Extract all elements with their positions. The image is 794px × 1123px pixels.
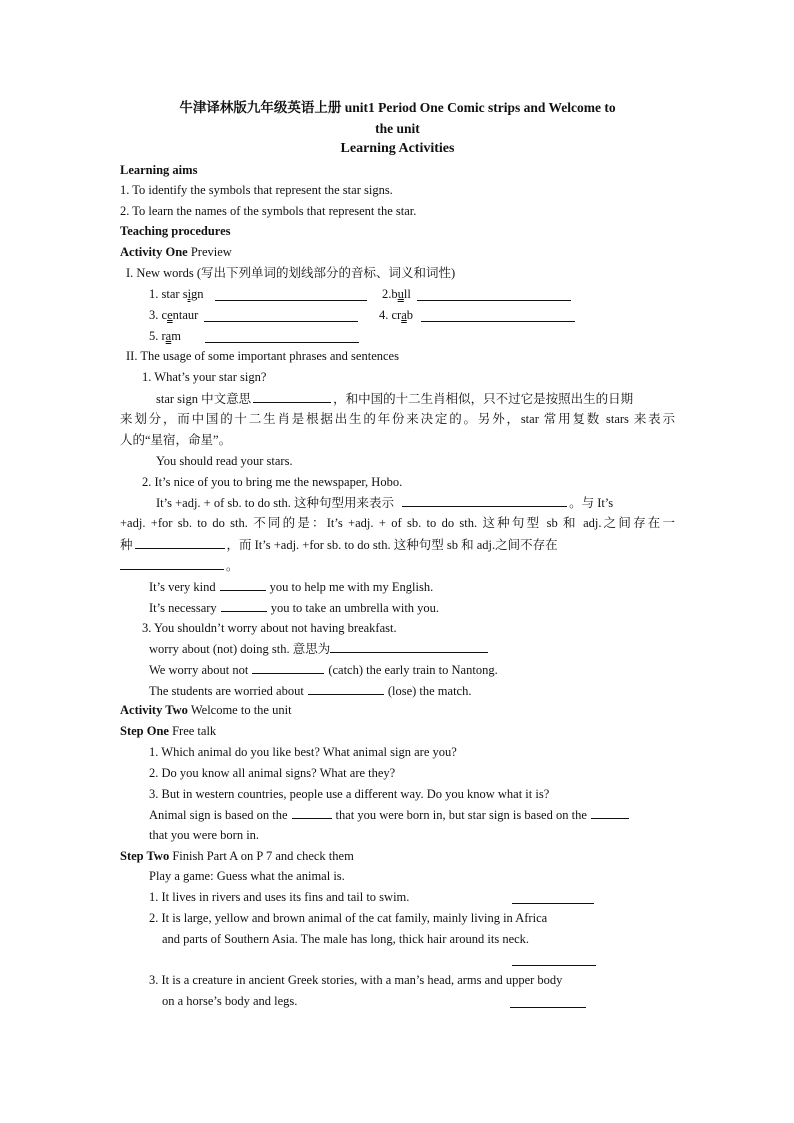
q1-text-a-tail: ，和中国的十二生肖相似，只不过它是按照出生的日期 <box>333 392 634 406</box>
step-two-rest: Finish Part A on P 7 and check them <box>172 849 354 863</box>
q2-relation-blank-2[interactable] <box>120 555 224 570</box>
activity-two-rest: Welcome to the unit <box>190 703 292 717</box>
star-sign-meaning-blank[interactable] <box>253 388 331 403</box>
word-2-blank[interactable] <box>417 299 571 301</box>
animal-sign-text <box>149 804 629 824</box>
word-item-5 <box>149 326 181 346</box>
q2-ex1-tail: you to help me with my English. <box>269 580 434 594</box>
learning-aims-heading: Learning aims <box>120 163 198 177</box>
clue-2-line-1: 2. It is large, yellow and brown animal of the cat family, mainly living in Africa <box>149 911 548 925</box>
q2-relation-blank[interactable] <box>135 534 225 549</box>
word-item-3 <box>149 305 198 325</box>
word-underlined: u <box>397 287 404 301</box>
clue-2-answer-blank[interactable] <box>512 964 596 966</box>
q2-ex1-blank[interactable] <box>220 576 266 591</box>
q3-ex1-tail: (catch) the early train to Nantong. <box>328 663 498 677</box>
q3-ex1-blank[interactable] <box>252 659 324 674</box>
word-3-blank[interactable] <box>204 320 358 322</box>
word-4-blank[interactable] <box>421 320 575 322</box>
word-post: ntaur <box>172 308 199 322</box>
q2-example-1 <box>149 576 433 596</box>
animal-sign-tail: that you were born in. <box>149 828 260 842</box>
activity-two-label: Activity Two <box>120 703 188 717</box>
word-underlined: ig <box>187 287 198 301</box>
page-subtitle: Learning Activities <box>340 141 455 156</box>
word-pre: b <box>391 287 398 301</box>
procedures-heading: Teaching procedures <box>120 224 231 238</box>
clue-3-line-2: on a horse’s body and legs. <box>162 994 298 1008</box>
activity-two-heading <box>120 700 292 720</box>
animal-sign-blank-2[interactable] <box>591 804 629 819</box>
step-two-label: Step Two <box>120 849 170 863</box>
usage-heading: II. The usage of some important phrases and sentences <box>126 349 399 363</box>
word-post: m <box>171 329 181 343</box>
q2-text-a-tail: 。与 It’s <box>569 496 614 510</box>
q3-text <box>149 638 490 658</box>
question-1: 1. What’s your star sign? <box>142 370 267 384</box>
word-5-blank[interactable] <box>205 341 359 343</box>
word-underlined: e <box>167 308 173 322</box>
animal-sign-mid: that you were born in, but star sign is based on the <box>335 808 587 822</box>
question-2: 2. It’s nice of you to bring me the newspaper, Hobo. <box>142 475 403 489</box>
word-underlined: a <box>401 308 407 322</box>
title-line-1: 牛津译林版九年级英语上册 unit1 Period One Comic strips and Welcome to <box>179 100 616 115</box>
word-1-blank[interactable] <box>215 299 367 301</box>
clue-3-answer-blank[interactable] <box>510 1006 586 1008</box>
q2-text-a-lead: It’s +adj. + of sb. to do sth. 这种句型用来表示 <box>156 496 395 510</box>
page-title <box>120 97 675 139</box>
game-instruction: Play a game: Guess what the animal is. <box>149 869 345 883</box>
word-post: ll <box>403 287 411 301</box>
clue-1-answer-blank[interactable] <box>512 902 594 904</box>
word-post: b <box>406 308 414 322</box>
q2-ex2-tail: you to take an umbrella with you. <box>270 601 440 615</box>
q3-meaning-blank[interactable] <box>330 638 488 653</box>
new-words-heading: I. New words (写出下列单词的划线部分的音标、词义和词性) <box>126 266 456 280</box>
q3-ex2-tail: (lose) the match. <box>387 684 472 698</box>
activity-one-label: Activity One <box>120 245 188 259</box>
q3-ex2-lead: The students are worried about <box>149 684 304 698</box>
word-pre: s <box>182 287 188 301</box>
clue-1: 1. It lives in rivers and uses its fins and tail to swim. <box>149 890 410 904</box>
q2-text-b: +adj. +for sb. to do sth. 不同的是：It’s +adj. + of sb. to do sth. 这种句型 sb 和 adj.之间存在一 <box>120 516 675 530</box>
animal-sign-lead: Animal sign is based on the <box>149 808 288 822</box>
talk-item-3: 3. But in western countries, people use a different way. Do you know what it is? <box>149 787 550 801</box>
q2-ex2-blank[interactable] <box>221 597 267 612</box>
aim-item-2: 2. To learn the names of the symbols that represent the star. <box>120 204 417 218</box>
animal-sign-blank-1[interactable] <box>292 804 332 819</box>
step-two-heading <box>120 846 354 866</box>
q2-text-a <box>156 492 613 512</box>
q3-ex1-lead: We worry about not <box>149 663 249 677</box>
q2-example-2 <box>149 597 439 617</box>
clue-2-line-2: and parts of Southern Asia. The male has long, thick hair around its neck. <box>162 932 530 946</box>
q3-text-lead: worry about (not) doing sth. 意思为 <box>149 642 331 656</box>
q2-text-d <box>120 555 239 575</box>
step-one-label: Step One <box>120 724 169 738</box>
word-underlined: a <box>165 329 172 343</box>
q2-text-c-lead: 种 <box>120 538 133 552</box>
activity-one-heading <box>120 242 232 262</box>
word-num: 1. star <box>149 287 183 301</box>
clue-3-line-1: 3. It is a creature in ancient Greek stories, with a man’s head, arms and upper body <box>149 973 563 987</box>
q2-text-d-tail: 。 <box>226 559 239 573</box>
title-line-2: the unit <box>375 121 420 136</box>
q3-example-1 <box>149 659 498 679</box>
q1-text-d: 人的“星宿，命星”。 <box>120 433 232 447</box>
word-num: 4. cr <box>379 308 402 322</box>
q2-meaning-blank[interactable] <box>402 492 567 507</box>
q2-ex2-lead: It’s necessary <box>149 601 217 615</box>
word-num: 2. <box>382 287 392 301</box>
q2-ex1-lead: It’s very kind <box>149 580 216 594</box>
talk-item-1: 1. Which animal do you like best? What animal sign are you? <box>149 745 457 759</box>
q2-text-c <box>120 534 558 554</box>
q2-text-c-tail: ，而 It’s +adj. +for sb. to do sth. 这种句型 sb 和 adj.之间不存在 <box>226 538 558 552</box>
step-one-heading <box>120 721 216 741</box>
step-one-rest: Free talk <box>172 724 217 738</box>
word-item-2 <box>382 284 411 304</box>
word-post: n <box>197 287 204 301</box>
q1-text-c: 来划分，而中国的十二生肖是根据出生的年份来决定的。另外，star 常用复数 stars 来表示 <box>120 412 675 426</box>
q1-example: You should read your stars. <box>156 454 293 468</box>
word-num: 3. c <box>149 308 168 322</box>
question-3: 3. You shouldn’t worry about not having breakfast. <box>142 621 397 635</box>
q3-example-2 <box>149 680 471 700</box>
word-item-4 <box>379 305 413 325</box>
aim-item-1: 1. To identify the symbols that represent the star signs. <box>120 183 393 197</box>
q3-ex2-blank[interactable] <box>308 680 384 695</box>
word-item-1 <box>149 284 204 304</box>
word-num: 5. r <box>149 329 166 343</box>
activity-one-rest: Preview <box>190 245 232 259</box>
talk-item-2: 2. Do you know all animal signs? What are they? <box>149 766 396 780</box>
q1-text-a <box>156 388 633 408</box>
q1-text-a-lead: star sign 中文意思 <box>156 392 252 406</box>
